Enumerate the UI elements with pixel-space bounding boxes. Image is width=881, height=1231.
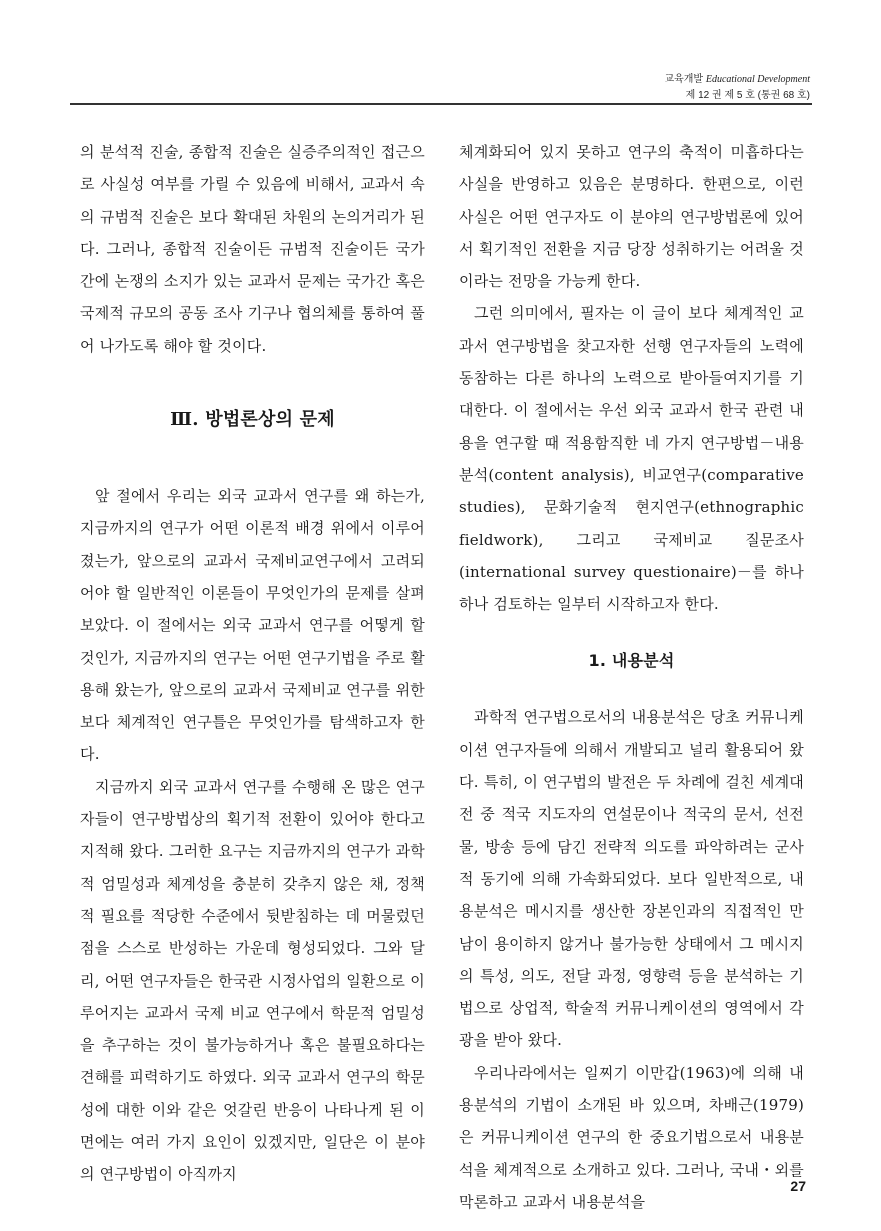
paragraph: 그런 의미에서, 필자는 이 글이 보다 체계적인 교과서 연구방법을 찾고자한 선행 연구자들의 노력에 동참하는 다른 하나의 노력으로 받아들여지기를 기대한다. 이 절에서는 우선 외국 교과서 한국 관련 내용을 연구할 때 적용함직한 네 가지 연구방법－내용분석(content analysis), 비교연구(comparative studies), 문화기술적 현지연구(ethnographic fieldwork), 그리고 국제비교 질문조사(international survey questionaire)－를 하나하나 검토하는 일부터 시작하고자 한다. — [459, 304, 804, 614]
paragraph: 의 분석적 진술, 종합적 진술은 실증주의적인 접근으로 사실성 여부를 가릴 수 있음에 비해서, 교과서 속의 규범적 진술은 보다 확대된 차원의 논의거리가 된다. 그러나, 종합적 진술이든 규범적 진술이든 국가간에 논쟁의 소지가 있는 교과서 문제는 국가간 혹은 국제적 규모의 공동 조사 기구나 협의체를 통하여 풀어 나가도록 해야 할 것이다. — [80, 143, 425, 355]
paragraph: 과학적 연구법으로서의 내용분석은 당초 커뮤니케이션 연구자들에 의해서 개발되고 널리 활용되어 왔다. 특히, 이 연구법의 발전은 두 차례에 걸친 세계대전 중 적국 지도자의 연설문이나 적국의 문서, 선전물, 방송 등에 담긴 전략적 의도를 파악하려는 군사적 동기에 의해 가속화되었다. 보다 일반적으로, 내용분석은 메시지를 생산한 장본인과의 직접적인 만남이 용이하지 않거나 불가능한 상태에서 그 메시지의 특성, 의도, 전달 과정, 영향력 등을 분석하는 기법으로 상업적, 학술적 커뮤니케이션의 영역에서 각광을 받아 왔다. — [459, 708, 804, 1050]
paragraph: 지금까지 외국 교과서 연구를 수행해 온 많은 연구자들이 연구방법상의 획기적 전환이 있어야 한다고 지적해 왔다. 그러한 요구는 지금까지의 연구가 과학적 엄밀성과 체계성을 충분히 갖추지 않은 채, 정책적 필요를 적당한 수준에서 뒷받침하는 데 머물렀던 점을 스스로 반성하는 가운데 형성되었다. 그와 달리, 어떤 연구자들은 한국관 시정사업의 일환으로 이루어지는 교과서 국제 비교 연구에서 학문적 엄밀성을 추구하는 것이 불가능하거나 혹은 불필요하다는 견해를 피력하기도 하였다. 외국 교과서 연구의 학문성에 대한 이와 같은 엇갈린 반응이 나타나게 된 이면에는 여러 가지 요인이 있겠지만, 일단은 이 분야의 연구방법이 아직까지 — [80, 777, 425, 1184]
section-heading: Ⅲ. 방법론상의 문제 — [170, 409, 335, 431]
journal-title-en: Educational Development — [705, 74, 810, 85]
page-number: 27 — [790, 1178, 806, 1194]
paragraph: 체계화되어 있지 못하고 연구의 축적이 미흡하다는 사실을 반영하고 있음은 분명하다. 한편으로, 이런 사실은 어떤 연구자도 이 분야의 연구방법론에 있어서 획기적인 전환을 지금 당장 성취하기는 어려울 것이라는 전망을 가능케 한다. — [459, 143, 804, 291]
left-column — [80, 136, 425, 1191]
running-header — [664, 72, 810, 104]
journal-title — [664, 72, 810, 88]
journal-title-ko: 교육개발 — [664, 74, 704, 85]
paragraph: 우리나라에서는 일찌기 이만갑(1963)에 의해 내용분석의 기법이 소개된 바 있으며, 차배근(1979)은 커뮤니케이션 연구의 한 중요기법으로서 내용분석을 체계적으로 소개하고 있다. 그러나, 국내・외를 막론하고 교과서 내용분석을 — [459, 1063, 804, 1211]
paragraph: 앞 절에서 우리는 외국 교과서 연구를 왜 하는가, 지금까지의 연구가 어떤 이론적 배경 위에서 이루어졌는가, 앞으로의 교과서 국제비교연구에서 고려되어야 할 일반적인 이론들이 무엇인가의 문제를 살펴 보았다. 이 절에서는 외국 교과서 연구를 어떻게 할 것인가, 지금까지의 연구는 어떤 연구기법을 주로 활용해 왔는가, 앞으로의 교과서 국제비교 연구를 위한 보다 체계적인 연구틀은 무엇인가를 탐색하고자 한다. — [80, 487, 425, 764]
subsection-heading: 1. 내용분석 — [588, 651, 675, 671]
header-rule — [70, 103, 812, 105]
issue-info: 제 12 권 제 5 호 (통권 68 호) — [685, 90, 810, 101]
right-column — [459, 136, 804, 1218]
